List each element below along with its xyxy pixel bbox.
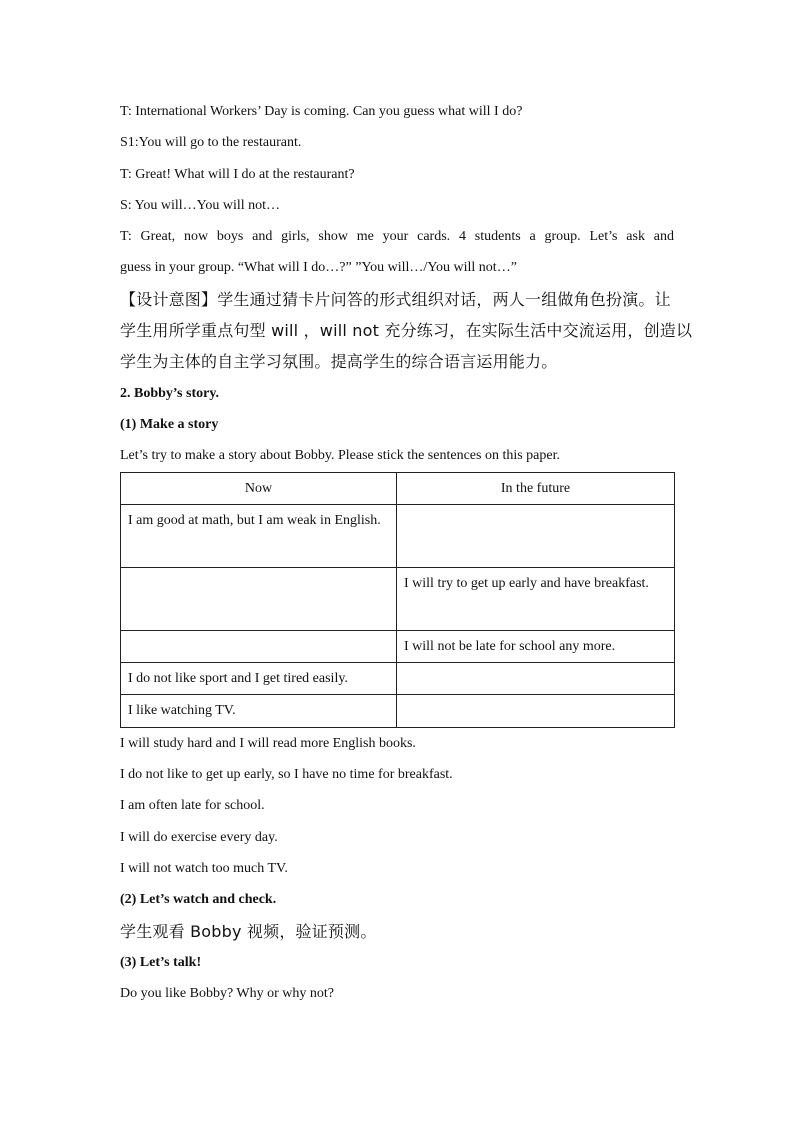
subsection-heading-watch-and-check: (2) Let’s watch and check. bbox=[120, 892, 277, 908]
table-row bbox=[121, 567, 675, 630]
table-row bbox=[121, 504, 675, 567]
dialogue-line-student-1: S1:You will go to the restaurant. bbox=[120, 135, 302, 151]
table-cell-now: I do not like sport and I get tired easily. bbox=[121, 663, 397, 695]
make-story-instruction: Let’s try to make a story about Bobby. Please stick the sentences on this paper. bbox=[120, 448, 560, 464]
table-header-row bbox=[121, 472, 675, 504]
sentence-card-5: I will not watch too much TV. bbox=[120, 860, 288, 876]
table-cell-now: I like watching TV. bbox=[121, 695, 397, 727]
table-cell-now bbox=[121, 567, 397, 630]
sentence-card-2: I do not like to get up early, so I have no time for breakfast. bbox=[120, 767, 453, 783]
now-future-table bbox=[120, 472, 675, 728]
dialogue-line-teacher-3b: guess in your group. “What will I do…?” ”You will…/You will not…” bbox=[120, 260, 517, 276]
table-cell-future: I will try to get up early and have breakfast. bbox=[397, 567, 675, 630]
table-cell-future: I will not be late for school any more. bbox=[397, 630, 675, 662]
sentence-card-1: I will study hard and I will read more English books. bbox=[120, 735, 416, 751]
document-page bbox=[120, 96, 693, 1009]
sentence-card-4: I will do exercise every day. bbox=[120, 829, 278, 845]
table-cell-future bbox=[397, 663, 675, 695]
design-intent-line-2: 学生用所学重点句型 will ，will not 充分练习，在实际生活中交流运用，创造以 bbox=[120, 321, 693, 341]
table-header-future: In the future bbox=[397, 472, 675, 504]
subsection-heading-lets-talk: (3) Let’s talk! bbox=[120, 954, 202, 970]
table-cell-now: I am good at math, but I am weak in English. bbox=[121, 504, 397, 567]
table-row bbox=[121, 663, 675, 695]
table-cell-future bbox=[397, 695, 675, 727]
table-header-now: Now bbox=[121, 472, 397, 504]
table-cell-now bbox=[121, 630, 397, 662]
section-heading-bobbys-story: 2. Bobby’s story. bbox=[120, 385, 220, 401]
design-intent-line-1: 【设计意图】学生通过猜卡片问答的形式组织对话，两人一组做角色扮演。让 bbox=[120, 289, 671, 309]
table-row bbox=[121, 630, 675, 662]
sentence-card-3: I am often late for school. bbox=[120, 798, 265, 814]
design-intent-line-3: 学生为主体的自主学习氛围。提高学生的综合语言运用能力。 bbox=[120, 352, 558, 372]
dialogue-line-teacher-3a: T: Great, now boys and girls, show me your cards. 4 students a group. Let’s ask and bbox=[120, 229, 674, 245]
dialogue-line-teacher-2: T: Great! What will I do at the restaurant? bbox=[120, 166, 355, 182]
table-row bbox=[121, 695, 675, 727]
dialogue-line-teacher-1: T: International Workers’ Day is coming. Can you guess what will I do? bbox=[120, 104, 523, 119]
lets-talk-question: Do you like Bobby? Why or why not? bbox=[120, 986, 334, 1002]
table-cell-future bbox=[397, 504, 675, 567]
dialogue-line-student-2: S: You will…You will not… bbox=[120, 197, 281, 213]
watch-and-check-text: 学生观看 Bobby 视频，验证预测。 bbox=[120, 921, 377, 941]
subsection-heading-make-a-story: (1) Make a story bbox=[120, 416, 219, 432]
